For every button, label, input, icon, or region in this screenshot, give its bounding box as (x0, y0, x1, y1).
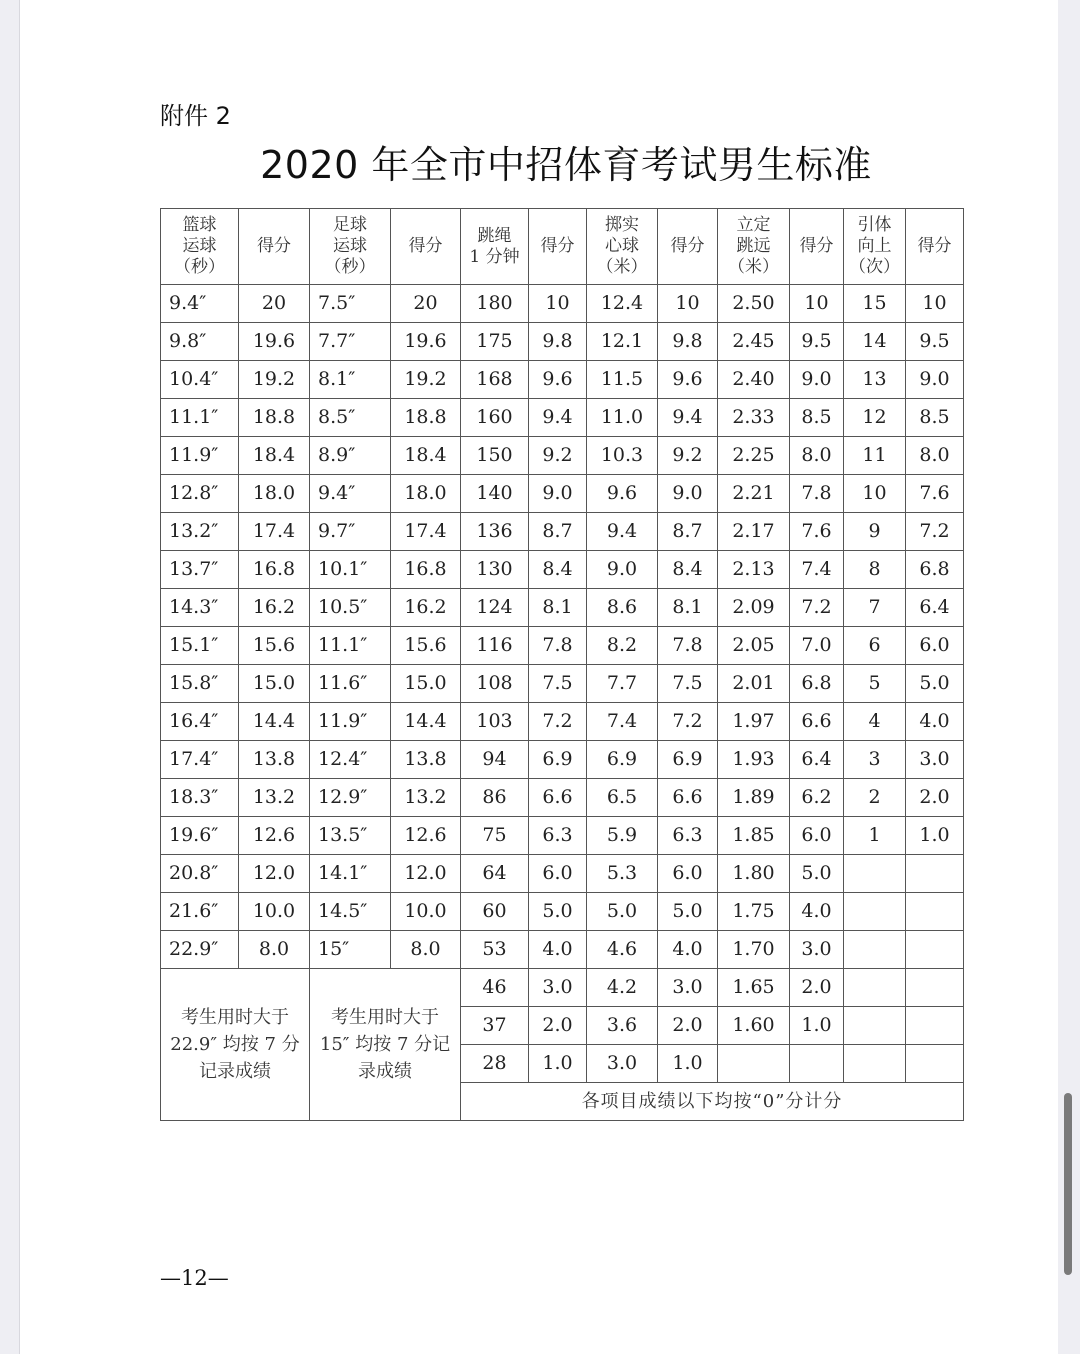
header-score: 得分 (790, 209, 844, 285)
table-cell: 11.9″ (310, 703, 391, 741)
table-cell: 18.0 (391, 475, 461, 513)
table-cell: 5.0 (587, 893, 658, 931)
table-cell: 5.3 (587, 855, 658, 893)
table-cell: 9.8 (658, 323, 718, 361)
table-cell: 7.2 (529, 703, 587, 741)
table-cell: 136 (461, 513, 529, 551)
table-cell (844, 1007, 906, 1045)
table-cell: 15.0 (239, 665, 310, 703)
table-cell: 9.8″ (161, 323, 239, 361)
table-cell: 116 (461, 627, 529, 665)
table-cell: 5.0 (906, 665, 964, 703)
table-cell: 11.9″ (161, 437, 239, 475)
table-cell: 12.4 (587, 285, 658, 323)
table-row (161, 931, 964, 969)
table-cell: 1.80 (718, 855, 790, 893)
table-cell: 13.2 (391, 779, 461, 817)
table-cell: 17.4 (239, 513, 310, 551)
table-cell: 16.8 (391, 551, 461, 589)
table-cell: 7 (844, 589, 906, 627)
table-cell: 7.6 (790, 513, 844, 551)
table-cell: 7.8 (658, 627, 718, 665)
table-cell: 7.7 (587, 665, 658, 703)
table-cell: 9.5 (790, 323, 844, 361)
table-cell: 15.6 (391, 627, 461, 665)
table-cell: 75 (461, 817, 529, 855)
table-cell: 2 (844, 779, 906, 817)
table-cell: 16.2 (239, 589, 310, 627)
table-cell: 8.4 (658, 551, 718, 589)
table-cell: 8.4 (529, 551, 587, 589)
table-cell: 15″ (310, 931, 391, 969)
table-cell (844, 969, 906, 1007)
header-score: 得分 (391, 209, 461, 285)
table-cell: 9.0 (529, 475, 587, 513)
table-cell: 64 (461, 855, 529, 893)
table-cell: 94 (461, 741, 529, 779)
table-cell: 10.0 (391, 893, 461, 931)
table-row (161, 893, 964, 931)
header-score: 得分 (529, 209, 587, 285)
table-cell: 11.0 (587, 399, 658, 437)
table-row (161, 817, 964, 855)
table-cell: 1.70 (718, 931, 790, 969)
table-cell: 8.1 (529, 589, 587, 627)
table-cell: 18.4 (239, 437, 310, 475)
table-cell: 19.2 (239, 361, 310, 399)
table-cell (906, 931, 964, 969)
table-row (161, 399, 964, 437)
table-cell: 12.8″ (161, 475, 239, 513)
table-cell: 10.0 (239, 893, 310, 931)
table-cell: 9.0 (658, 475, 718, 513)
table-cell: 7.6 (906, 475, 964, 513)
table-cell: 16.4″ (161, 703, 239, 741)
table-cell: 6.4 (906, 589, 964, 627)
table-cell: 10 (529, 285, 587, 323)
table-cell: 9.7″ (310, 513, 391, 551)
header-pull-ups: 引体 向上 （次） (844, 209, 906, 285)
table-cell: 3.0 (658, 969, 718, 1007)
table-cell: 5.0 (529, 893, 587, 931)
table-cell: 19.6 (239, 323, 310, 361)
scrollbar-thumb[interactable] (1064, 1093, 1072, 1275)
table-cell: 19.6″ (161, 817, 239, 855)
table-cell: 6.8 (906, 551, 964, 589)
table-cell: 6.6 (658, 779, 718, 817)
table-cell: 160 (461, 399, 529, 437)
header-long-jump: 立定 跳远 （米） (718, 209, 790, 285)
header-rope-skipping: 跳绳 1 分钟 (461, 209, 529, 285)
table-cell: 6 (844, 627, 906, 665)
table-cell: 2.45 (718, 323, 790, 361)
table-cell: 7.0 (790, 627, 844, 665)
table-cell: 11.1″ (310, 627, 391, 665)
table-cell: 7.8 (529, 627, 587, 665)
table-cell: 17.4 (391, 513, 461, 551)
scoring-standards-table (160, 208, 964, 1121)
table-cell: 12.4″ (310, 741, 391, 779)
table-cell: 17.4″ (161, 741, 239, 779)
table-cell: 8.0 (906, 437, 964, 475)
table-cell: 4.2 (587, 969, 658, 1007)
table-cell: 8.0 (239, 931, 310, 969)
table-cell (790, 1045, 844, 1083)
table-cell: 13.8 (239, 741, 310, 779)
table-cell: 1.93 (718, 741, 790, 779)
page-number: —12— (160, 1266, 229, 1290)
table-cell: 124 (461, 589, 529, 627)
table-cell: 18.8 (391, 399, 461, 437)
table-cell: 13.2″ (161, 513, 239, 551)
table-cell: 9.5 (906, 323, 964, 361)
table-cell: 53 (461, 931, 529, 969)
table-cell: 11 (844, 437, 906, 475)
table-cell: 11.1″ (161, 399, 239, 437)
table-cell: 130 (461, 551, 529, 589)
table-cell: 86 (461, 779, 529, 817)
table-cell (844, 893, 906, 931)
table-cell (906, 969, 964, 1007)
table-cell: 13.7″ (161, 551, 239, 589)
table-cell: 5.9 (587, 817, 658, 855)
table-cell: 5.0 (790, 855, 844, 893)
table-cell: 1.75 (718, 893, 790, 931)
table-cell: 103 (461, 703, 529, 741)
table-cell: 7.4 (587, 703, 658, 741)
table-cell: 4.0 (790, 893, 844, 931)
table-header-row (161, 209, 964, 285)
table-row (161, 361, 964, 399)
table-cell: 2.0 (658, 1007, 718, 1045)
table-cell: 37 (461, 1007, 529, 1045)
table-cell: 10 (658, 285, 718, 323)
table-cell: 15.6 (239, 627, 310, 665)
header-score: 得分 (658, 209, 718, 285)
table-cell: 8.7 (529, 513, 587, 551)
table-cell: 4.0 (906, 703, 964, 741)
table-cell: 1.97 (718, 703, 790, 741)
table-cell: 8.0 (391, 931, 461, 969)
table-cell: 175 (461, 323, 529, 361)
table-cell: 14 (844, 323, 906, 361)
table-row (161, 665, 964, 703)
table-cell: 8.5″ (310, 399, 391, 437)
table-row (161, 855, 964, 893)
table-cell: 3.6 (587, 1007, 658, 1045)
table-cell: 9.0 (790, 361, 844, 399)
table-cell (906, 1045, 964, 1083)
table-cell: 2.17 (718, 513, 790, 551)
table-cell: 14.4 (391, 703, 461, 741)
table-cell: 6.4 (790, 741, 844, 779)
table-cell: 8.7 (658, 513, 718, 551)
table-cell: 2.50 (718, 285, 790, 323)
table-cell: 9.4″ (310, 475, 391, 513)
table-row (161, 513, 964, 551)
table-cell: 7.5 (529, 665, 587, 703)
table-row (161, 551, 964, 589)
table-cell: 6.8 (790, 665, 844, 703)
table-cell: 7.5 (658, 665, 718, 703)
table-cell: 19.6 (391, 323, 461, 361)
table-cell: 16.8 (239, 551, 310, 589)
table-cell: 16.2 (391, 589, 461, 627)
table-cell: 18.4 (391, 437, 461, 475)
table-cell: 28 (461, 1045, 529, 1083)
table-cell: 3.0 (906, 741, 964, 779)
table-cell: 6.9 (658, 741, 718, 779)
table-cell: 11.6″ (310, 665, 391, 703)
table-cell (844, 855, 906, 893)
table-row (161, 475, 964, 513)
table-cell: 1.89 (718, 779, 790, 817)
table-cell: 9.2 (658, 437, 718, 475)
table-cell: 13.8 (391, 741, 461, 779)
table-cell: 1 (844, 817, 906, 855)
football-note: 考生用时大于 15″ 均按 7 分记 录成绩 (310, 969, 461, 1121)
table-cell: 7.7″ (310, 323, 391, 361)
table-cell: 4 (844, 703, 906, 741)
table-cell (844, 931, 906, 969)
table-cell: 6.6 (790, 703, 844, 741)
table-cell: 3.0 (790, 931, 844, 969)
table-cell: 10.1″ (310, 551, 391, 589)
table-row (161, 627, 964, 665)
table-cell: 168 (461, 361, 529, 399)
table-cell: 10 (790, 285, 844, 323)
table-cell: 13.5″ (310, 817, 391, 855)
table-cell: 1.0 (529, 1045, 587, 1083)
table-cell: 180 (461, 285, 529, 323)
table-row (161, 703, 964, 741)
table-cell: 6.0 (906, 627, 964, 665)
table-cell: 1.0 (790, 1007, 844, 1045)
table-cell: 19.2 (391, 361, 461, 399)
table-cell (844, 1045, 906, 1083)
zero-score-footnote: 各项目成绩以下均按“0”分计分 (461, 1083, 964, 1121)
table-cell: 10 (906, 285, 964, 323)
table-cell: 12.9″ (310, 779, 391, 817)
table-cell: 2.13 (718, 551, 790, 589)
table-cell (906, 1007, 964, 1045)
table-cell: 12.0 (391, 855, 461, 893)
table-cell: 9.8 (529, 323, 587, 361)
table-cell: 9.4 (529, 399, 587, 437)
table-cell: 8.9″ (310, 437, 391, 475)
table-cell: 3.0 (587, 1045, 658, 1083)
table-cell: 8.6 (587, 589, 658, 627)
table-cell: 8 (844, 551, 906, 589)
table-cell: 20 (391, 285, 461, 323)
table-cell: 22.9″ (161, 931, 239, 969)
table-cell: 7.2 (906, 513, 964, 551)
table-cell: 15.1″ (161, 627, 239, 665)
table-cell: 12.6 (239, 817, 310, 855)
table-cell: 6.5 (587, 779, 658, 817)
table-cell: 15 (844, 285, 906, 323)
table-cell: 6.0 (790, 817, 844, 855)
table-cell: 3.0 (529, 969, 587, 1007)
table-cell: 9.4 (658, 399, 718, 437)
table-cell: 9 (844, 513, 906, 551)
table-cell: 1.60 (718, 1007, 790, 1045)
table-cell: 6.0 (658, 855, 718, 893)
table-row (161, 589, 964, 627)
table-cell: 1.0 (906, 817, 964, 855)
table-cell: 9.6 (529, 361, 587, 399)
table-cell: 10 (844, 475, 906, 513)
table-cell: 6.9 (529, 741, 587, 779)
table-cell: 6.0 (529, 855, 587, 893)
table-row (161, 969, 964, 1007)
table-cell: 10.5″ (310, 589, 391, 627)
table-cell: 1.0 (658, 1045, 718, 1083)
table-cell: 10.3 (587, 437, 658, 475)
header-basketball: 篮球 运球 （秒） (161, 209, 239, 285)
table-cell: 11.5 (587, 361, 658, 399)
table-cell: 9.2 (529, 437, 587, 475)
table-cell: 9.6 (658, 361, 718, 399)
annex-label: 附件 2 (160, 102, 231, 130)
table-cell: 6.2 (790, 779, 844, 817)
table-cell: 15.0 (391, 665, 461, 703)
table-cell: 4.0 (529, 931, 587, 969)
table-cell: 2.25 (718, 437, 790, 475)
table-row (161, 741, 964, 779)
table-cell: 8.5 (790, 399, 844, 437)
table-cell: 9.6 (587, 475, 658, 513)
table-cell: 14.1″ (310, 855, 391, 893)
table-cell: 46 (461, 969, 529, 1007)
table-cell: 2.40 (718, 361, 790, 399)
table-cell: 13.2 (239, 779, 310, 817)
table-cell: 2.01 (718, 665, 790, 703)
header-shot-put: 掷实 心球 （米） (587, 209, 658, 285)
table-cell: 2.0 (529, 1007, 587, 1045)
table-cell: 14.5″ (310, 893, 391, 931)
header-score: 得分 (239, 209, 310, 285)
table-cell: 6.3 (529, 817, 587, 855)
table-cell: 10.4″ (161, 361, 239, 399)
table-cell: 2.09 (718, 589, 790, 627)
table-cell: 5 (844, 665, 906, 703)
table-cell: 4.0 (658, 931, 718, 969)
table-cell: 60 (461, 893, 529, 931)
table-cell: 1.65 (718, 969, 790, 1007)
header-football: 足球 运球 （秒） (310, 209, 391, 285)
table-cell: 12.6 (391, 817, 461, 855)
table-cell: 8.0 (790, 437, 844, 475)
table-cell: 1.85 (718, 817, 790, 855)
table-cell: 20 (239, 285, 310, 323)
table-cell: 7.4 (790, 551, 844, 589)
table-cell (718, 1045, 790, 1083)
table-cell (906, 855, 964, 893)
table-cell: 14.3″ (161, 589, 239, 627)
table-cell: 8.1″ (310, 361, 391, 399)
table-row (161, 437, 964, 475)
table-row (161, 779, 964, 817)
table-cell: 13 (844, 361, 906, 399)
table-cell: 3 (844, 741, 906, 779)
table-cell: 9.4 (587, 513, 658, 551)
table-cell: 5.0 (658, 893, 718, 931)
table-cell: 2.05 (718, 627, 790, 665)
table-cell: 6.9 (587, 741, 658, 779)
table-cell: 12.1 (587, 323, 658, 361)
table-cell: 108 (461, 665, 529, 703)
document-title: 2020 年全市中招体育考试男生标准 (260, 143, 872, 187)
table-cell: 20.8″ (161, 855, 239, 893)
table-cell: 9.0 (587, 551, 658, 589)
table-cell: 6.3 (658, 817, 718, 855)
table-cell: 9.4″ (161, 285, 239, 323)
table-row (161, 323, 964, 361)
header-score: 得分 (906, 209, 964, 285)
table-cell: 8.5 (906, 399, 964, 437)
table-cell: 7.2 (658, 703, 718, 741)
table-cell (906, 893, 964, 931)
table-cell: 8.2 (587, 627, 658, 665)
table-cell: 2.0 (790, 969, 844, 1007)
table-cell: 15.8″ (161, 665, 239, 703)
table-cell: 12.0 (239, 855, 310, 893)
table-cell: 8.1 (658, 589, 718, 627)
basketball-note: 考生用时大于 22.9″ 均按 7 分 记录成绩 (161, 969, 310, 1121)
table-cell: 18.0 (239, 475, 310, 513)
table-cell: 2.21 (718, 475, 790, 513)
table-cell: 21.6″ (161, 893, 239, 931)
table-cell: 12 (844, 399, 906, 437)
table-cell: 2.0 (906, 779, 964, 817)
table-cell: 14.4 (239, 703, 310, 741)
table-cell: 9.0 (906, 361, 964, 399)
table-cell: 18.3″ (161, 779, 239, 817)
table-cell: 4.6 (587, 931, 658, 969)
table-cell: 2.33 (718, 399, 790, 437)
table-row (161, 285, 964, 323)
table-cell: 6.6 (529, 779, 587, 817)
table-cell: 7.8 (790, 475, 844, 513)
table-cell: 7.5″ (310, 285, 391, 323)
table-cell: 18.8 (239, 399, 310, 437)
table-cell: 7.2 (790, 589, 844, 627)
table-cell: 140 (461, 475, 529, 513)
table-cell: 150 (461, 437, 529, 475)
